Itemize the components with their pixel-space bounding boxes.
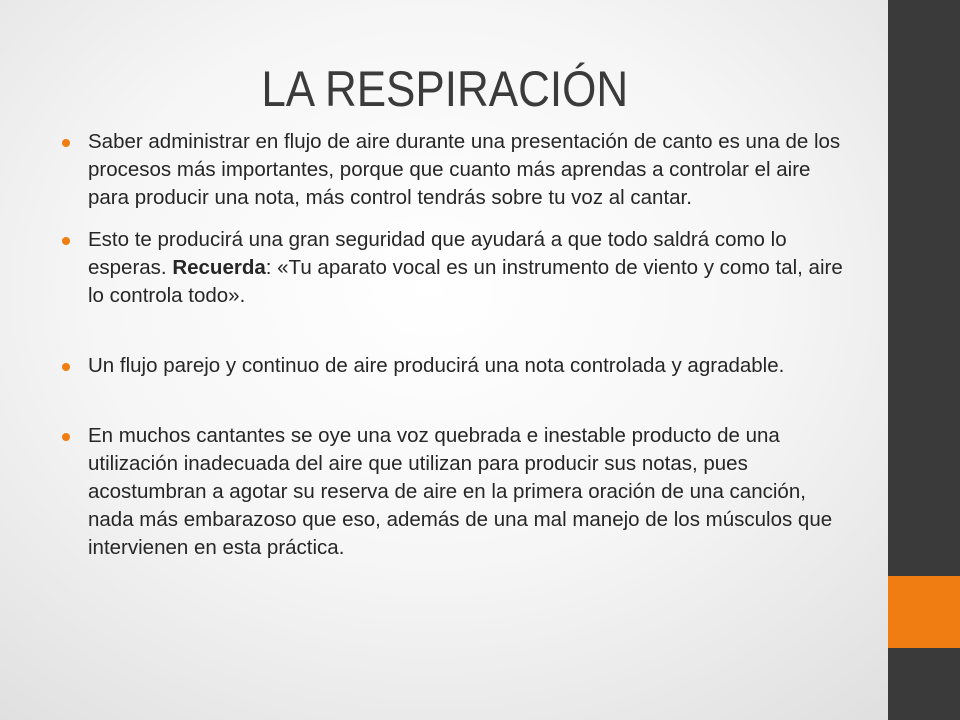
bullet-text: En muchos cantantes se oye una voz quebrada e inestable producto de una utilización inadecuada del aire que utilizan para producir sus notas, pues acostumbran a agotar su reserva de aire en la primera oración de una canción, nada más embarazoso que eso, además de una mal manejo de los músculos que intervienen en esta práctica. xyxy=(88,424,833,559)
bullet-text-part: Esto te producirá una gran seguridad que ayudará a que todo saldrá como lo esperas. xyxy=(88,228,787,279)
bullet-text: Saber administrar en flujo de aire durante una presentación de canto es una de los procesos más importantes, porque que cuanto más aprendas a controlar el aire para producir una nota, más control tendrás sobre tu voz al cantar. xyxy=(88,130,841,209)
bullet-item xyxy=(62,352,852,380)
slide-title: LA RESPIRACIÓN xyxy=(261,61,629,117)
side-accent-block xyxy=(888,576,960,648)
bullet-item xyxy=(62,226,852,310)
bullet-dot-icon xyxy=(62,237,70,245)
bullet-dot-icon xyxy=(62,433,70,441)
bullet-text: Un flujo parejo y continuo de aire producirá una nota controlada y agradable. xyxy=(88,354,785,377)
bullet-dot-icon xyxy=(62,139,70,147)
bullet-item xyxy=(62,422,852,562)
bullet-list xyxy=(62,128,852,562)
bullet-bold-word: Recuerda xyxy=(172,256,266,279)
bullet-dot-icon xyxy=(62,363,70,371)
bullet-text-part: : «Tu aparato vocal es un instrumento de viento y como tal, aire lo controla todo». xyxy=(88,256,843,307)
bullet-item xyxy=(62,128,852,212)
